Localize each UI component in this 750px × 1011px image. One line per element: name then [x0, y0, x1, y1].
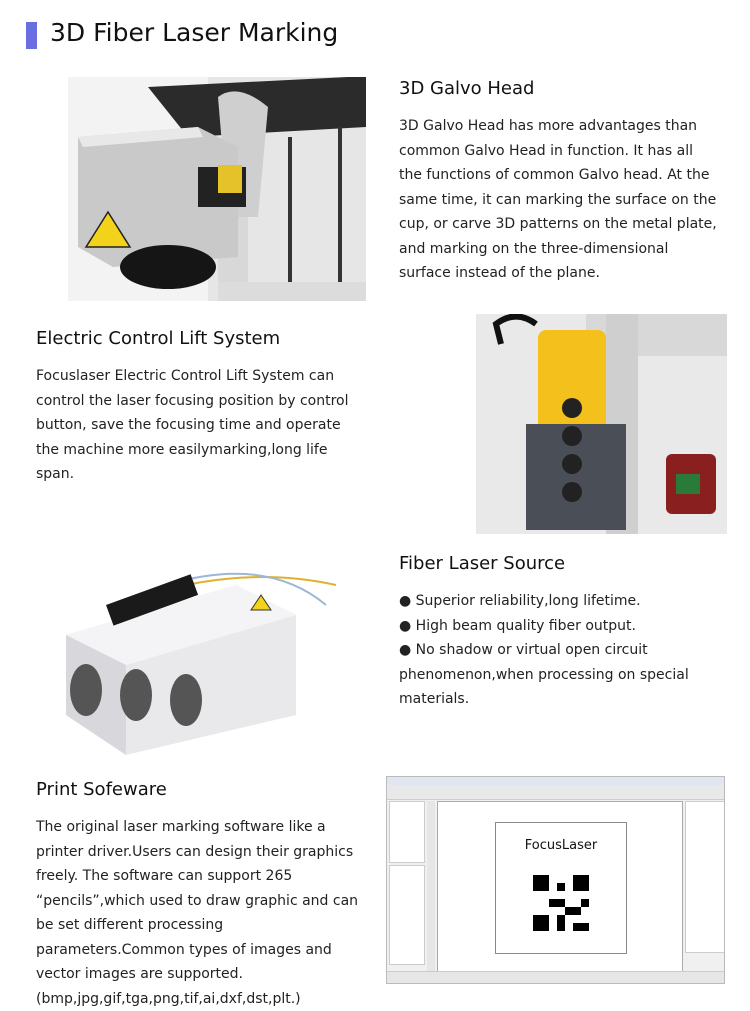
fiber-laser-source-image — [46, 545, 342, 756]
galvo-head-image — [68, 77, 366, 301]
bullet-item: ● High beam quality fiber output. — [399, 617, 636, 634]
section-title-galvo-head: 3D Galvo Head — [399, 78, 535, 99]
section-body-galvo-head — [399, 114, 719, 286]
section-body-fiber-source — [399, 589, 729, 712]
qr-code-icon — [533, 875, 589, 931]
software-screenshot — [386, 776, 725, 984]
bullet-item: ● Superior reliability,long lifetime. — [399, 593, 641, 609]
lift-system-image — [476, 314, 727, 534]
canvas-text: FocusLaser — [524, 838, 598, 853]
bullet-item: ● No shadow or virtual open circuit phenomenon,when processing on special materials. — [399, 642, 689, 707]
section-title-lift-system: Electric Control Lift System — [36, 328, 281, 349]
section-body-lift-system — [36, 364, 361, 487]
title-accent-bar — [26, 22, 37, 49]
section-body-print-software — [36, 815, 371, 1011]
section-title-print-software: Print Sofeware — [36, 779, 167, 800]
page-title: 3D Fiber Laser Marking — [50, 18, 339, 47]
lift-system-description: Focuslaser Electric Control Lift System can control the laser focusing position by control button, save the focusing time and operate the machine more easilymarking,long life span. — [36, 368, 349, 482]
galvo-head-description: 3D Galvo Head has more advantages than common Galvo Head in function. It has all the functions of common Galvo head. At the same time, it can marking the surface on the cup, or carve 3D patterns on the metal plate, and marking on the three-dimensional surface instead of the plane. — [399, 118, 717, 281]
section-title-fiber-source: Fiber Laser Source — [399, 553, 566, 574]
print-software-description: The original laser marking software like a printer driver.Users can design their graphics freely. The software can support 265 “pencils”,which used to draw graphic and can be set different processing parameters.Common types of images and vector images are supported. (bmp,jpg,gif,tga,png,tif,ai,dxf,dst,plt.) — [36, 819, 359, 1007]
